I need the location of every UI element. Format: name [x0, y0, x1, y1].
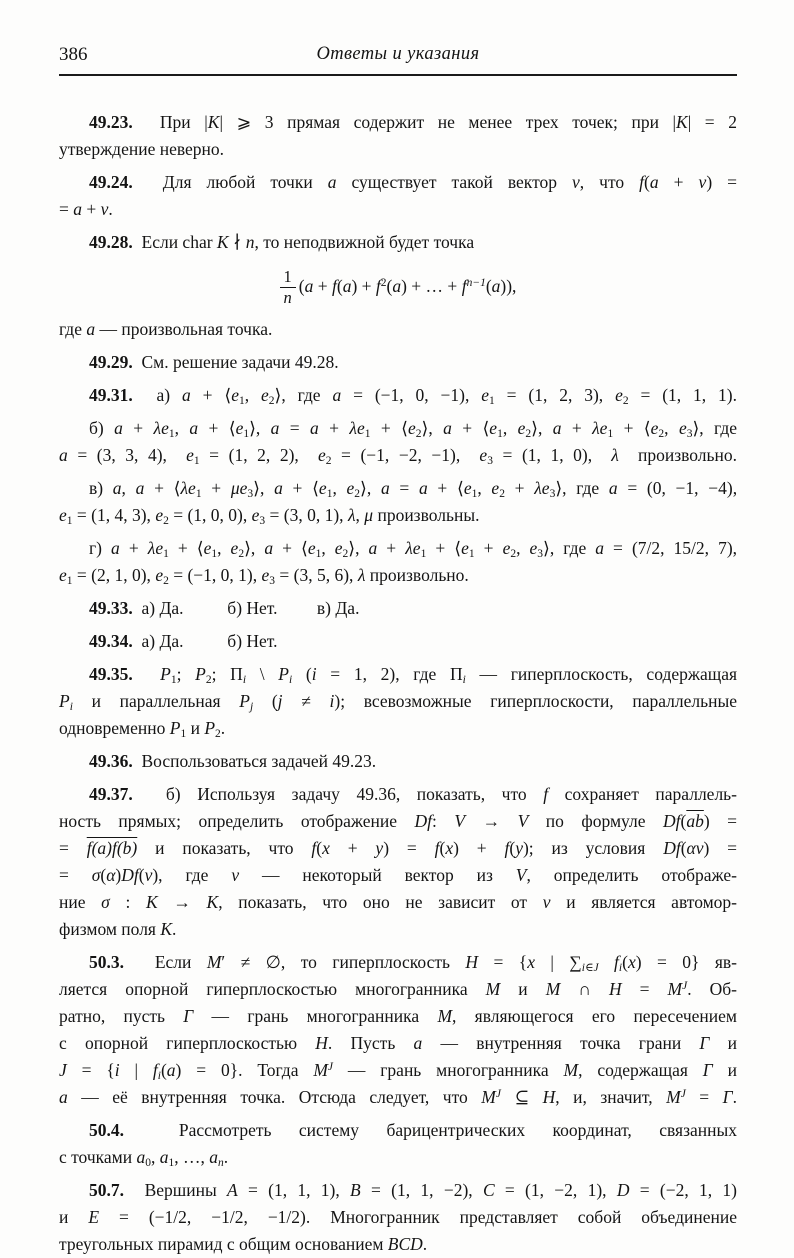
text-line: 49.33. а) Да. б) Нет. в) Да.: [89, 597, 360, 618]
paragraph-50.3: [59, 949, 737, 1111]
text-line: в) a, $a + ⟨\lambda e_1$ + $\mu e_3⟩$, $a + ⟨e_1$, $e_2⟩$, $a = a + ⟨e_1$, $e_2$ + $\lambda e_3⟩$, где a = (0, −1, −4),: [89, 477, 738, 500]
text-line: ность прямых; определить отображение Df: V → V по формуле $Df(\overline{ab})$ =: [59, 810, 738, 831]
text-line: с опорной гиперплоскостью H. Пусть a — внутренняя точка грани Γ и: [59, 1032, 737, 1053]
text-line: = f(a)f(b) и показать, что f(x + y) = f(x) + f(y); из условия Df(αv) =: [59, 837, 738, 858]
text-line: a = (3, 3, 4), $e_1 = (1$, 2, 2), $e_2 = (-1$, −2, −1), $e_3 = (1$, 1, 0), λ произвольно.: [59, 444, 738, 467]
running-title: Ответы и указания: [316, 44, 480, 64]
paragraph-50.4: [59, 1117, 737, 1171]
page-header: [59, 44, 737, 70]
answers-content: [59, 76, 737, 1258]
display-formula: $\frac{1}{n}$ ($a + f(a) + f^2(a)$ + … + $f^{n-1}(a)$),: [59, 268, 737, 308]
text-line: треугольных пирамид с общим основанием BCD.: [59, 1233, 428, 1254]
text-line: = σ(α)Df(v), где v — некоторый вектор из V, определить отображе-: [59, 864, 737, 885]
text-line: 49.34. а) Да. б) Нет.: [89, 630, 278, 651]
paragraph-49.23: [59, 109, 737, 163]
text-line: 49.28. Если char K ∤ n, то неподвижной будет точка: [89, 232, 475, 252]
text-line: $P_i$ и параллельная $P_j$ (j ≠ i); всевозможные гиперплоскости, параллельные: [59, 690, 738, 713]
text-line: утверждение неверно.: [59, 139, 225, 159]
paragraph-49.29: [59, 349, 737, 376]
paragraph-49.31a: [59, 382, 737, 409]
paragraph-49.33: [59, 595, 737, 622]
text-line: a — её внутренняя точка. Отсюда следует, что $M^J$ ⊆ H, и, значит, $M^J = \Gamma$.: [59, 1086, 738, 1107]
paragraph-49.31g: [59, 535, 737, 589]
text-line: физмом поля K.: [59, 918, 177, 939]
text-line: J = {i | $f_i(a) = 0$}. Тогда $M^J$ — грань многогранника M, содержащая Γ и: [59, 1059, 737, 1082]
text-line: где a — произвольная точка.: [59, 318, 273, 339]
text-line: $e_1 = (1$, 4, 3), $e_2 = (1$, 0, 0), $e_3 = (3$, 0, 1), λ, μ произвольны.: [59, 504, 480, 527]
text-line: 50.4. Рассмотреть систему барицентрических координат, связанных: [89, 1119, 737, 1140]
paragraph-49.31b: [59, 415, 737, 469]
text-line: 49.23. При |K| ⩾ 3 прямая содержит не менее трех точек; при |K| = 2: [89, 112, 737, 132]
text-line: 50.7. Вершины A = (1, 1, 1), B = (1, 1, −2), C = (1, −2, 1), D = (−2, 1, 1): [89, 1179, 737, 1200]
text-line: 49.36. Воспользоваться задачей 49.23.: [89, 750, 377, 771]
text-line: 49.24. Для любой точки a существует такой вектор v, что f(a + v) =: [89, 172, 738, 192]
text-line: 50.3. Если M′ ≠ ∅, то гиперплоскость H = {x | $\sum_{i\in J}$ $f_i(x) = 0$} яв-: [89, 951, 737, 974]
paragraph-49.28: [59, 229, 737, 343]
text-line: 49.29. См. решение задачи 49.28.: [89, 351, 339, 372]
paragraph-49.34: [59, 628, 737, 655]
text-line: 49.31. а) $a + ⟨e_1$, $e_2⟩$, где a = (−1, 0, −1), $e_1 = (1$, 2, 3), $e_2 = (1$, 1, 1).: [89, 384, 738, 407]
text-line: 49.35. $P_1$; $P_2$; $\Pi_i$ \ $P_i$ (i = 1, 2), где $\Pi_i$ — гиперплоскость, содержащая: [89, 663, 738, 686]
text-line: и E = (−1/2, −1/2, −1/2). Многогранник представляет собой объединение: [59, 1206, 737, 1227]
text-line: $e_1 = (2$, 1, 0), $e_2 = (-1$, 0, 1), $e_3 = (3$, 5, 6), λ произвольно.: [59, 564, 469, 587]
text-line: с точками $a_0$, $a_1$, …, $a_n$.: [59, 1146, 229, 1169]
paragraph-50.7: [59, 1177, 737, 1258]
text-line: ляется опорной гиперплоскостью многогранника M и M ∩ $H = M^J$. Об-: [59, 978, 738, 999]
text-line: г) $a + \lambda e_1$ + $⟨e_1$, $e_2⟩$, $a + ⟨e_1$, $e_2⟩$, $a + \lambda e_1$ + $⟨e_1 + e_2$, $e_3⟩$, где a = (7/2, 15/2, 7),: [89, 537, 738, 560]
paragraph-49.36: [59, 748, 737, 775]
paragraph-49.24: [59, 169, 737, 223]
text-line: б) $a + \lambda e_1$, $a + ⟨e_1⟩$, $a = a + \lambda e_1$ + $⟨e_2⟩$, $a + ⟨e_1$, $e_2⟩$, $a + \lambda e_1$ + $⟨e_2$, $e_3⟩$, где: [89, 417, 738, 440]
paragraph-49.35: [59, 661, 737, 742]
paragraph-49.37: [59, 781, 737, 943]
text-line: одновременно $P_1$ и $P_2$.: [59, 717, 226, 740]
text-line: = a + v.: [59, 199, 113, 219]
text-line: ние σ : K → K, показать, что оно не зависит от v и является автомор-: [59, 891, 738, 912]
paragraph-49.31v: [59, 475, 737, 529]
text-line: 49.37. б) Используя задачу 49.36, показать, что f сохраняет параллель-: [89, 783, 737, 804]
text-line: ратно, пусть Γ — грань многогранника M, являющегося его пересечением: [59, 1005, 737, 1026]
fraction: $\frac{1}{n}$: [280, 268, 296, 308]
page-number: 386: [59, 44, 88, 65]
